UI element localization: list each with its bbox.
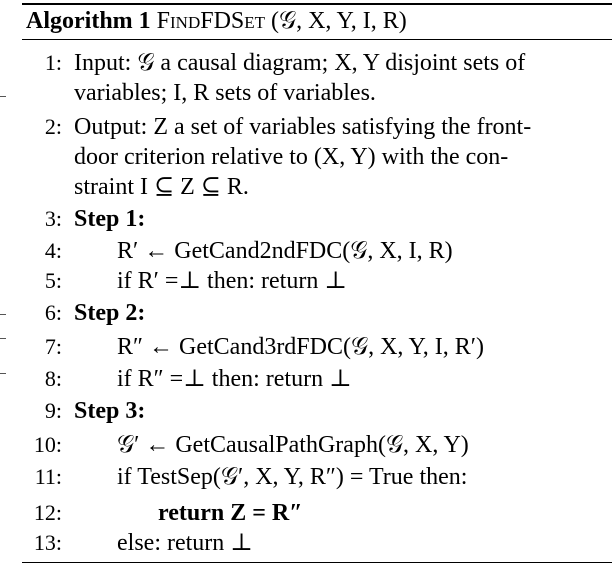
margin-mark: [0, 96, 6, 97]
line-text: Step 3:: [74, 398, 146, 424]
line-text: Output: Z a set of variables satisfying the front-: [74, 114, 532, 140]
line-text: straint I ⊆ Z ⊆ R.: [74, 174, 249, 200]
line-number: 11:: [34, 464, 62, 489]
line-number: 2:: [44, 114, 62, 139]
line-text: if R″ =⊥ then: return ⊥: [117, 366, 352, 392]
top-rule: [22, 3, 612, 5]
line-number: 6:: [44, 300, 62, 325]
line-number: 1:: [44, 50, 62, 75]
line-number: 10:: [33, 432, 62, 457]
algorithm-label: Algorithm 1: [26, 8, 151, 34]
line-text: Step 1:: [74, 206, 146, 232]
line-text: R′ ← GetCand2ndFDC(𝒢, X, I, R): [117, 238, 453, 264]
line-text: if TestSep(𝒢′, X, Y, R″) = True then:: [117, 464, 468, 490]
line-number: 3:: [44, 206, 62, 231]
line-text: Input: 𝒢 a causal diagram; X, Y disjoint sets of: [74, 50, 526, 76]
line-number: 13:: [33, 530, 62, 555]
line-text: else: return ⊥: [117, 530, 253, 556]
algorithm-args: (𝒢, X, Y, I, R): [271, 8, 407, 34]
line-number: 7:: [44, 334, 62, 359]
algorithm-name: FindFDSet: [156, 8, 266, 34]
line-text: 𝒢′ ← GetCausalPathGraph(𝒢, X, Y): [117, 432, 469, 458]
line-number: 4:: [44, 238, 62, 263]
line-number: 5:: [44, 268, 62, 293]
margin-mark: [0, 338, 6, 339]
line-text: if R′ =⊥ then: return ⊥: [117, 268, 347, 294]
line-text: door criterion relative to (X, Y) with the con-: [74, 144, 509, 170]
algorithm-title: [26, 8, 407, 34]
margin-mark: [0, 314, 6, 315]
header-rule: [22, 39, 612, 40]
line-number: 9:: [44, 398, 62, 423]
line-text: variables; I, R sets of variables.: [74, 80, 376, 106]
line-number: 8:: [44, 366, 62, 391]
margin-mark: [0, 373, 6, 374]
line-text: R″ ← GetCand3rdFDC(𝒢, X, Y, I, R′): [117, 334, 484, 360]
line-text: return Z = R″: [158, 500, 303, 526]
line-number: 12:: [33, 500, 62, 525]
line-text: Step 2:: [74, 300, 146, 326]
